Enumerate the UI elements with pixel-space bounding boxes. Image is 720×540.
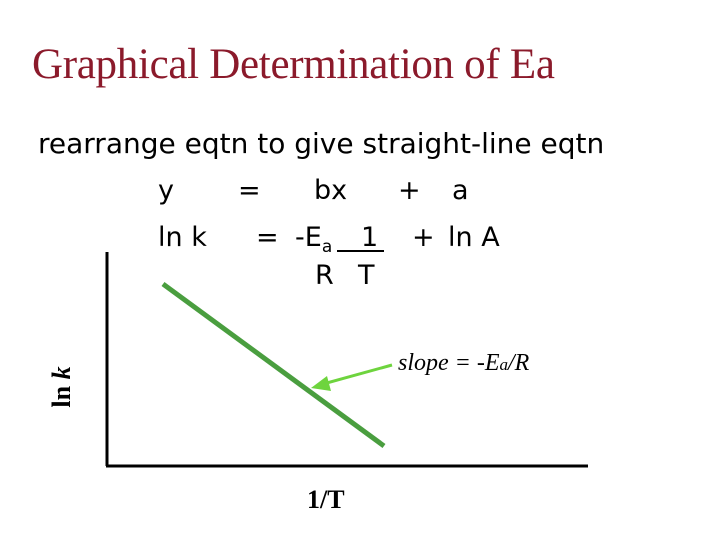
slope-arrow-head	[311, 376, 331, 391]
slope-arrow	[323, 365, 392, 384]
intro-text: rearrange eqtn to give straight-line eqtn	[38, 127, 605, 160]
generic-y: y	[158, 175, 174, 206]
y-axis-label: ln k	[47, 366, 76, 408]
specific-lnk: ln k	[158, 222, 207, 253]
generic-a: a	[452, 175, 469, 206]
specific-t: T	[358, 260, 375, 291]
generic-plus: +	[398, 175, 421, 206]
specific-neg-ea: $-E_a$	[295, 222, 333, 257]
specific-plus: +	[412, 222, 435, 253]
specific-equals: =	[256, 222, 279, 253]
fit-line	[163, 284, 384, 446]
generic-equals: =	[238, 175, 261, 206]
slide-title: Graphical Determination of Ea	[32, 41, 555, 88]
specific-lna: ln A	[448, 222, 500, 253]
specific-one: 1	[361, 222, 379, 253]
slope-label: slope = -Ea/R	[398, 350, 530, 376]
specific-r: R	[315, 260, 334, 291]
x-axis-label: 1/T	[307, 485, 345, 514]
generic-bx: bx	[314, 175, 348, 206]
